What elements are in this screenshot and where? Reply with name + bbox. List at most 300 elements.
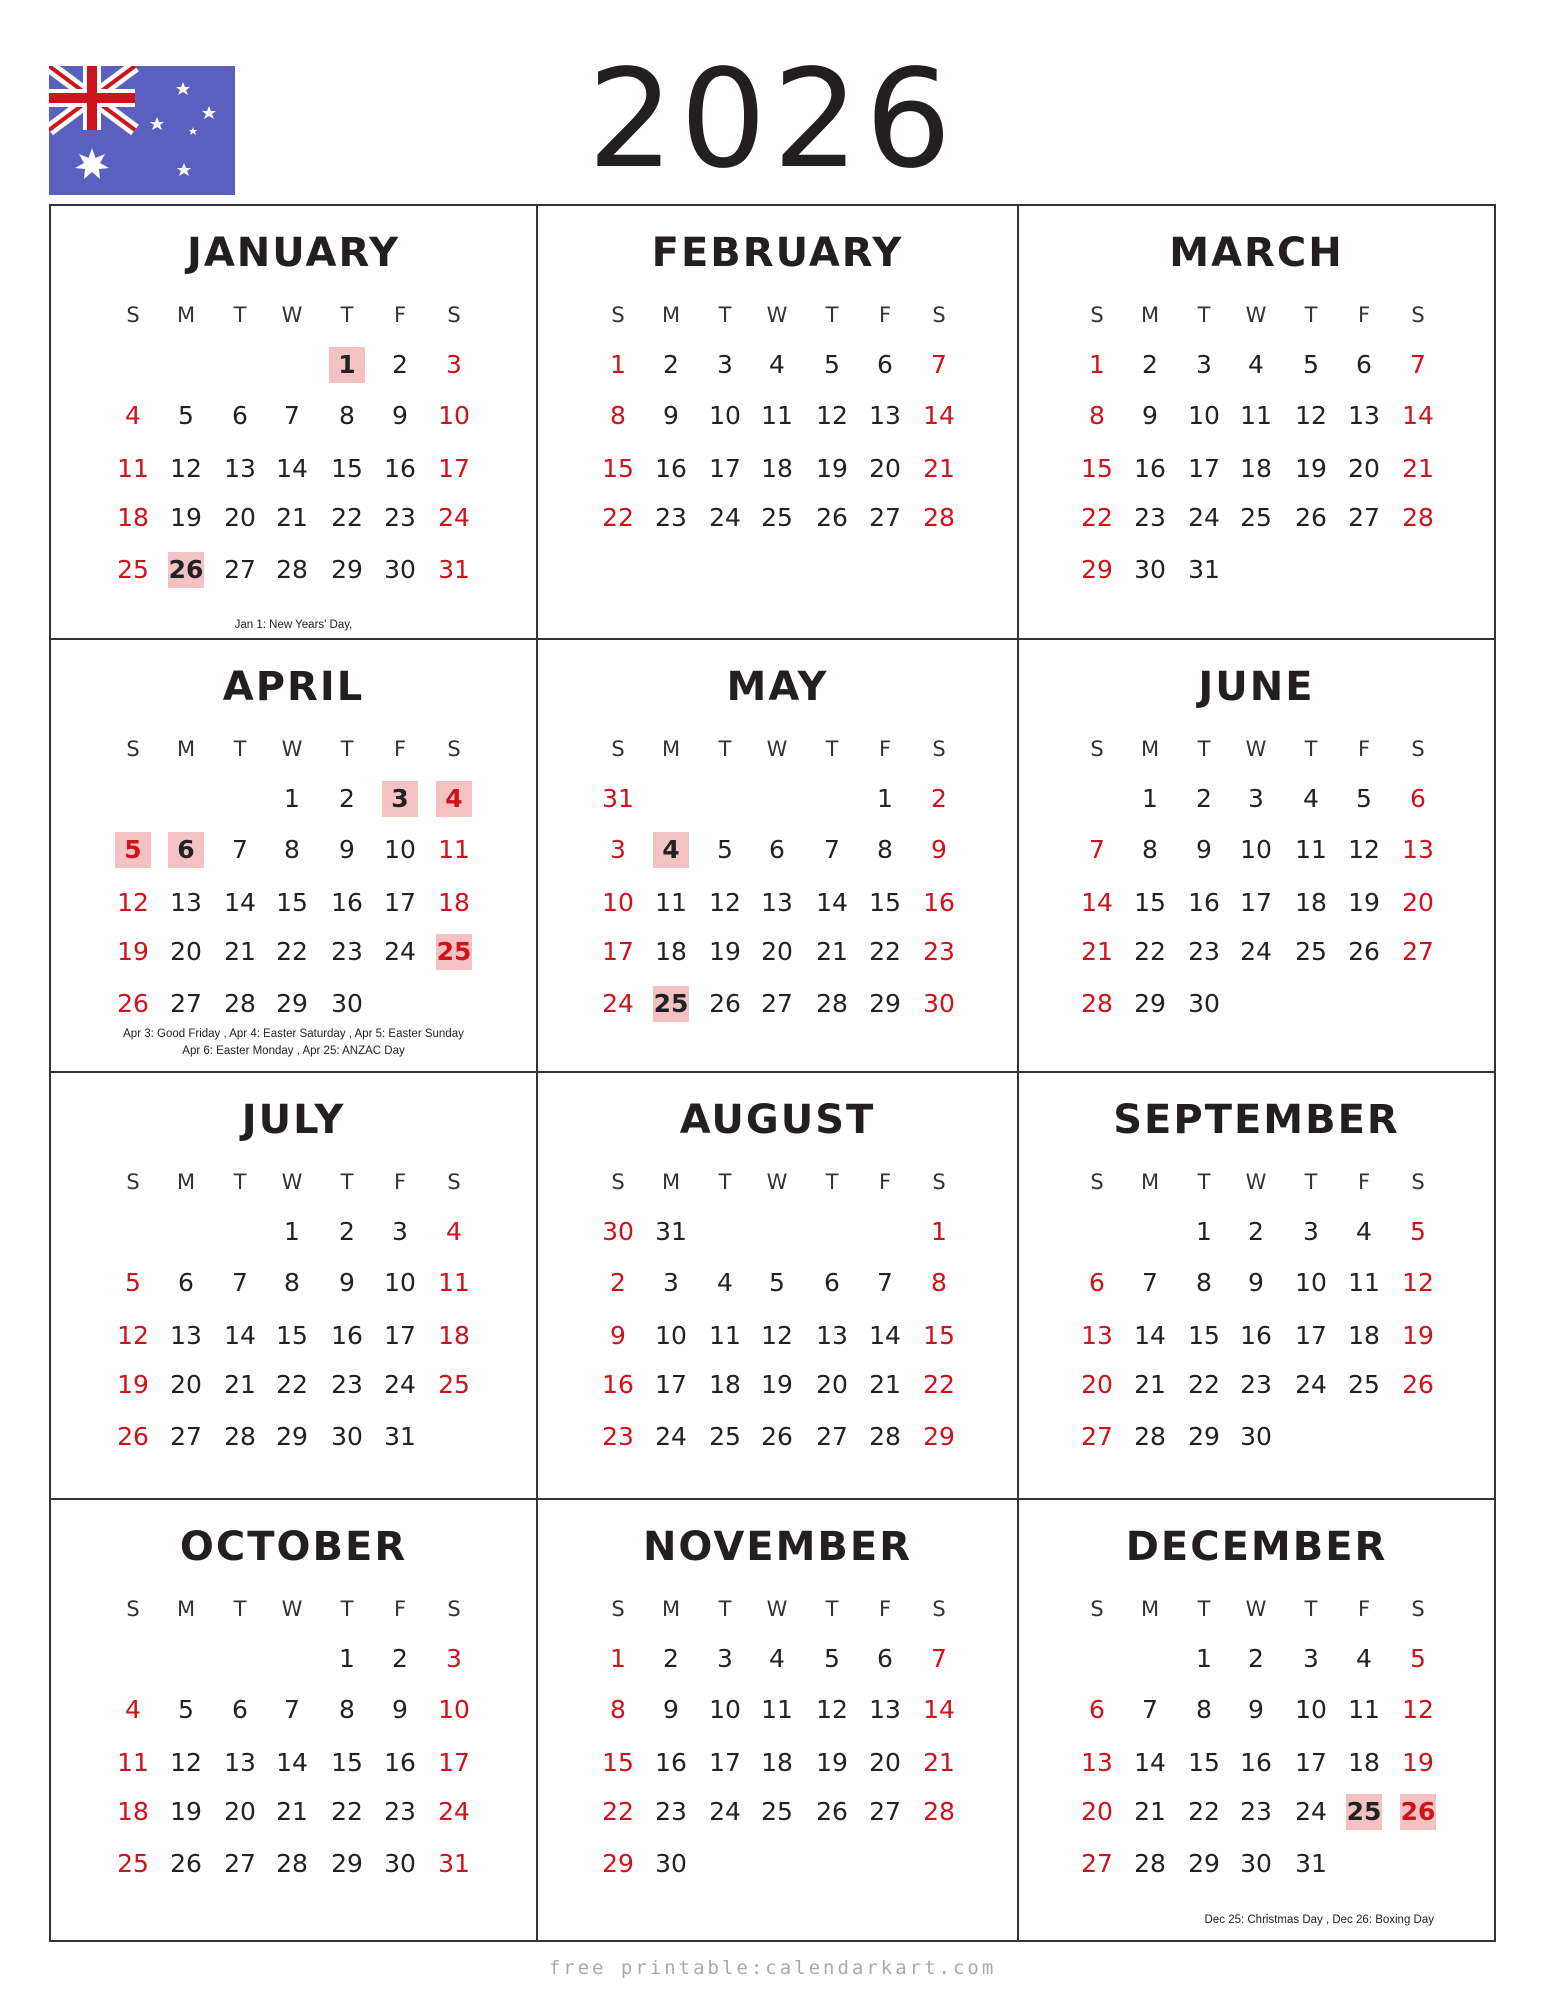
day-cell (212, 398, 268, 434)
day-number: 4 (1303, 784, 1319, 813)
day-number: 31 (602, 784, 634, 813)
day-number: 27 (170, 1422, 202, 1451)
day-number: 24 (709, 1797, 741, 1826)
day-number: 20 (170, 1370, 202, 1399)
day-cell (857, 1265, 913, 1301)
day-number: 18 (761, 454, 793, 483)
day-number: 28 (816, 989, 848, 1018)
day-cell (1283, 500, 1339, 536)
day-cell (372, 1846, 428, 1882)
day-cell (158, 1367, 214, 1403)
day-cell (372, 1692, 428, 1728)
day-cell (1228, 1214, 1284, 1250)
day-number: 11 (438, 835, 470, 864)
day-number: 16 (384, 454, 416, 483)
day-number: 9 (1248, 1695, 1264, 1724)
day-cell (1283, 934, 1339, 970)
day-cell (158, 1692, 214, 1728)
day-cell (158, 398, 214, 434)
day-number: 13 (1348, 401, 1380, 430)
day-number: 25 (709, 1422, 741, 1451)
day-cell (212, 832, 268, 868)
day-number: 16 (1240, 1748, 1272, 1777)
day-cell (1176, 1794, 1232, 1830)
day-number: 1 (339, 1644, 355, 1673)
day-number: 27 (224, 1849, 256, 1878)
day-cell (158, 1745, 214, 1781)
day-number: 17 (1295, 1321, 1327, 1350)
day-number: 19 (170, 1797, 202, 1826)
day-cell (590, 986, 646, 1022)
day-cell (590, 451, 646, 487)
day-number: 14 (923, 1695, 955, 1724)
day-number: 20 (816, 1370, 848, 1399)
day-number: 18 (438, 1321, 470, 1350)
month-name: MARCH (1169, 230, 1344, 276)
day-number: 25 (761, 503, 793, 532)
day-cell (911, 832, 967, 868)
month-name: OCTOBER (179, 1524, 408, 1570)
day-cell (1122, 1265, 1178, 1301)
day-number: 21 (224, 1370, 256, 1399)
day-number: 1 (610, 1644, 626, 1673)
day-number: 16 (655, 1748, 687, 1777)
day-cell (158, 451, 214, 487)
day-number: 7 (824, 835, 840, 864)
day-cell (264, 1794, 320, 1830)
day-number: 12 (1402, 1268, 1434, 1297)
day-cell (1122, 500, 1178, 536)
day-cell (1390, 1318, 1446, 1354)
day-number: 26 (709, 989, 741, 1018)
day-number: 7 (1142, 1268, 1158, 1297)
day-number: 6 (232, 401, 248, 430)
weekday-label: S (932, 303, 946, 327)
day-cell (590, 1641, 646, 1677)
day-number: 17 (1188, 454, 1220, 483)
day-number: 22 (1134, 937, 1166, 966)
day-cell (426, 398, 482, 434)
holiday-note: Apr 3: Good Friday , Apr 4: Easter Saturday , Apr 5: Easter Sunday (123, 1028, 464, 1040)
day-number: 27 (1081, 1422, 1113, 1451)
day-number: 23 (1240, 1370, 1272, 1399)
day-cell (264, 398, 320, 434)
weekday-label: M (1140, 1597, 1160, 1621)
day-cell (857, 1318, 913, 1354)
weekday-label: M (176, 1170, 196, 1194)
weekday-label: S (932, 1597, 946, 1621)
day-cell (857, 832, 913, 868)
day-number: 14 (1134, 1748, 1166, 1777)
day-cell (1176, 1846, 1232, 1882)
day-number: 30 (331, 989, 363, 1018)
day-cell (105, 1265, 161, 1301)
day-number: 18 (1348, 1321, 1380, 1350)
day-number: 28 (224, 1422, 256, 1451)
day-cell (643, 832, 699, 868)
day-cell (158, 1846, 214, 1882)
day-cell (643, 451, 699, 487)
month-december (1017, 1498, 1494, 1940)
day-cell (749, 1745, 805, 1781)
day-number: 2 (1142, 350, 1158, 379)
day-cell (857, 347, 913, 383)
day-cell (857, 781, 913, 817)
day-cell (264, 552, 320, 588)
weekday-label: T (233, 1170, 247, 1194)
day-number: 24 (1295, 1797, 1327, 1826)
day-cell (1122, 347, 1178, 383)
weekday-label: T (340, 737, 354, 761)
day-cell (697, 1692, 753, 1728)
day-number: 23 (331, 1370, 363, 1399)
day-number: 18 (117, 503, 149, 532)
day-cell (1336, 1692, 1392, 1728)
weekday-label: T (340, 1597, 354, 1621)
day-number: 22 (602, 503, 634, 532)
day-cell (1390, 398, 1446, 434)
day-number: 5 (178, 1695, 194, 1724)
weekday-label: F (878, 303, 892, 327)
weekday-label: F (1357, 1170, 1371, 1194)
day-number: 2 (610, 1268, 626, 1297)
day-cell (319, 1745, 375, 1781)
day-number: 20 (1402, 888, 1434, 917)
day-cell (1069, 1318, 1125, 1354)
day-number: 10 (602, 888, 634, 917)
day-cell (319, 986, 375, 1022)
day-cell (1122, 1846, 1178, 1882)
day-number: 24 (1188, 503, 1220, 532)
day-number: 11 (709, 1321, 741, 1350)
day-number: 24 (709, 503, 741, 532)
day-number: 24 (384, 1370, 416, 1399)
weekday-label: F (1357, 303, 1371, 327)
day-number: 19 (1402, 1321, 1434, 1350)
day-cell (264, 1367, 320, 1403)
day-number: 13 (170, 1321, 202, 1350)
day-number: 11 (117, 454, 149, 483)
day-cell (1176, 1367, 1232, 1403)
day-cell (857, 885, 913, 921)
day-cell (158, 934, 214, 970)
day-number: 3 (1303, 1217, 1319, 1246)
month-name: APRIL (222, 664, 365, 710)
day-cell (105, 1745, 161, 1781)
day-number: 24 (655, 1422, 687, 1451)
day-cell (697, 986, 753, 1022)
day-cell (1283, 885, 1339, 921)
day-number: 11 (761, 1695, 793, 1724)
day-cell (1228, 1641, 1284, 1677)
day-cell (911, 1265, 967, 1301)
day-cell (1069, 347, 1125, 383)
day-number: 14 (224, 1321, 256, 1350)
weekday-label: W (1245, 1597, 1267, 1621)
day-cell (749, 1318, 805, 1354)
day-number: 28 (923, 503, 955, 532)
day-number: 7 (877, 1268, 893, 1297)
day-number: 3 (1248, 784, 1264, 813)
day-number: 14 (869, 1321, 901, 1350)
day-number: 15 (602, 1748, 634, 1777)
day-cell (426, 832, 482, 868)
weekday-label: F (878, 737, 892, 761)
day-number: 26 (1348, 937, 1380, 966)
weekday-label: M (661, 1597, 681, 1621)
day-cell (105, 398, 161, 434)
day-cell (1122, 1367, 1178, 1403)
day-number: 28 (1402, 503, 1434, 532)
day-number: 20 (1081, 1370, 1113, 1399)
day-number: 17 (709, 1748, 741, 1777)
day-cell (1336, 832, 1392, 868)
day-number: 23 (1134, 503, 1166, 532)
day-cell (590, 832, 646, 868)
day-cell (1336, 934, 1392, 970)
day-cell (911, 1794, 967, 1830)
day-number: 14 (923, 401, 955, 430)
weekday-label: S (1411, 1170, 1425, 1194)
day-number: 25 (438, 1370, 470, 1399)
day-number: 18 (438, 888, 470, 917)
day-cell (857, 1692, 913, 1728)
day-cell (1390, 885, 1446, 921)
day-cell (804, 1318, 860, 1354)
day-number: 17 (438, 1748, 470, 1777)
weekday-label: F (1357, 1597, 1371, 1621)
day-number: 4 (125, 1695, 141, 1724)
day-cell (1336, 398, 1392, 434)
day-cell (426, 552, 482, 588)
day-cell (749, 1794, 805, 1830)
day-number: 17 (1295, 1748, 1327, 1777)
day-cell (643, 1692, 699, 1728)
day-number: 11 (1295, 835, 1327, 864)
day-number: 23 (655, 1797, 687, 1826)
day-number: 29 (923, 1422, 955, 1451)
day-cell (1336, 1794, 1392, 1830)
day-cell (1176, 986, 1232, 1022)
day-number: 7 (931, 1644, 947, 1673)
day-number: 22 (1188, 1797, 1220, 1826)
day-number: 2 (339, 784, 355, 813)
day-number: 25 (1348, 1370, 1380, 1399)
day-number: 2 (339, 1217, 355, 1246)
weekday-label: S (1090, 737, 1104, 761)
day-cell (426, 781, 482, 817)
day-number: 17 (1240, 888, 1272, 917)
day-number: 9 (339, 835, 355, 864)
day-number: 24 (438, 503, 470, 532)
day-number: 26 (816, 1797, 848, 1826)
day-number: 8 (1196, 1268, 1212, 1297)
day-cell (749, 398, 805, 434)
weekday-label: S (1090, 1597, 1104, 1621)
day-cell (212, 1367, 268, 1403)
day-cell (1228, 347, 1284, 383)
day-number: 28 (1134, 1422, 1166, 1451)
weekday-label: S (126, 303, 140, 327)
weekday-label: T (825, 1597, 839, 1621)
day-cell (319, 1641, 375, 1677)
month-name: DECEMBER (1125, 1524, 1388, 1570)
day-number: 3 (391, 784, 409, 813)
day-number: 11 (1348, 1268, 1380, 1297)
day-number: 1 (338, 350, 356, 379)
weekday-label: M (1140, 303, 1160, 327)
month-march (1017, 206, 1494, 638)
day-cell (1283, 451, 1339, 487)
day-cell (697, 1419, 753, 1455)
day-number: 27 (1348, 503, 1380, 532)
day-cell (804, 1641, 860, 1677)
day-cell (857, 398, 913, 434)
day-number: 13 (1402, 835, 1434, 864)
day-number: 7 (1142, 1695, 1158, 1724)
day-cell (697, 934, 753, 970)
day-number: 9 (663, 401, 679, 430)
day-cell (158, 1318, 214, 1354)
day-cell (749, 934, 805, 970)
day-cell (212, 1846, 268, 1882)
day-number: 10 (1295, 1695, 1327, 1724)
day-number: 21 (224, 937, 256, 966)
weekday-label: W (1245, 303, 1267, 327)
day-number: 20 (1081, 1797, 1113, 1826)
day-number: 18 (709, 1370, 741, 1399)
day-number: 25 (436, 937, 472, 966)
day-number: 25 (117, 555, 149, 584)
day-cell (1176, 1265, 1232, 1301)
day-cell (804, 398, 860, 434)
day-number: 17 (709, 454, 741, 483)
day-cell (319, 832, 375, 868)
day-cell (1122, 1745, 1178, 1781)
day-cell (590, 1265, 646, 1301)
month-name: FEBRUARY (651, 230, 904, 276)
day-number: 21 (869, 1370, 901, 1399)
day-cell (1390, 451, 1446, 487)
day-cell (1122, 885, 1178, 921)
day-number: 17 (655, 1370, 687, 1399)
day-number: 8 (284, 835, 300, 864)
day-number: 9 (1196, 835, 1212, 864)
day-number: 1 (877, 784, 893, 813)
day-number: 24 (1240, 937, 1272, 966)
day-number: 13 (170, 888, 202, 917)
weekday-label: S (1411, 303, 1425, 327)
day-number: 8 (1196, 1695, 1212, 1724)
day-number: 29 (1188, 1422, 1220, 1451)
day-cell (264, 986, 320, 1022)
day-number: 8 (877, 835, 893, 864)
day-cell (1176, 552, 1232, 588)
day-cell (643, 1367, 699, 1403)
weekday-label: T (825, 1170, 839, 1194)
day-number: 6 (1089, 1268, 1105, 1297)
day-cell (590, 398, 646, 434)
day-number: 29 (1134, 989, 1166, 1018)
day-number: 9 (663, 1695, 679, 1724)
day-cell (749, 885, 805, 921)
day-number: 27 (224, 555, 256, 584)
day-number: 13 (869, 401, 901, 430)
weekday-label: T (340, 303, 354, 327)
day-cell (1176, 1214, 1232, 1250)
day-cell (105, 1794, 161, 1830)
weekday-label: M (661, 1170, 681, 1194)
day-cell (264, 1318, 320, 1354)
day-cell (212, 1794, 268, 1830)
day-number: 8 (931, 1268, 947, 1297)
day-cell (319, 1419, 375, 1455)
day-cell (804, 986, 860, 1022)
day-number: 13 (869, 1695, 901, 1724)
day-cell (643, 500, 699, 536)
day-cell (1283, 1641, 1339, 1677)
day-number: 31 (438, 555, 470, 584)
weekday-label: M (661, 737, 681, 761)
day-number: 17 (602, 937, 634, 966)
day-number: 5 (1410, 1644, 1426, 1673)
day-cell (1176, 885, 1232, 921)
day-cell (1390, 934, 1446, 970)
day-cell (697, 1641, 753, 1677)
day-cell (319, 1846, 375, 1882)
day-cell (857, 500, 913, 536)
day-cell (1176, 1692, 1232, 1728)
day-cell (911, 398, 967, 434)
day-cell (319, 500, 375, 536)
weekday-label: S (447, 737, 461, 761)
day-cell (158, 1794, 214, 1830)
day-number: 19 (117, 1370, 149, 1399)
day-number: 25 (1295, 937, 1327, 966)
day-cell (590, 1692, 646, 1728)
day-cell (804, 934, 860, 970)
day-number: 14 (1402, 401, 1434, 430)
day-cell (1283, 1214, 1339, 1250)
day-cell (1283, 832, 1339, 868)
day-cell (1069, 1367, 1125, 1403)
day-number: 19 (1348, 888, 1380, 917)
day-number: 15 (1134, 888, 1166, 917)
day-cell (264, 1745, 320, 1781)
month-name: JANUARY (186, 230, 401, 276)
day-cell (911, 1641, 967, 1677)
day-number: 2 (663, 350, 679, 379)
day-cell (158, 1265, 214, 1301)
weekday-label: F (393, 1170, 407, 1194)
day-cell (426, 347, 482, 383)
day-number: 7 (284, 401, 300, 430)
day-cell (911, 1419, 967, 1455)
weekday-label: T (1304, 737, 1318, 761)
day-number: 15 (1188, 1321, 1220, 1350)
weekday-label: S (1090, 303, 1104, 327)
day-number: 16 (1188, 888, 1220, 917)
weekday-label: S (126, 1170, 140, 1194)
day-number: 4 (769, 350, 785, 379)
day-cell (1176, 1419, 1232, 1455)
day-number: 25 (1346, 1797, 1382, 1826)
weekday-label: F (878, 1597, 892, 1621)
month-name: MAY (726, 664, 829, 710)
day-cell (1122, 781, 1178, 817)
weekday-label: S (932, 737, 946, 761)
weekday-label: W (1245, 737, 1267, 761)
